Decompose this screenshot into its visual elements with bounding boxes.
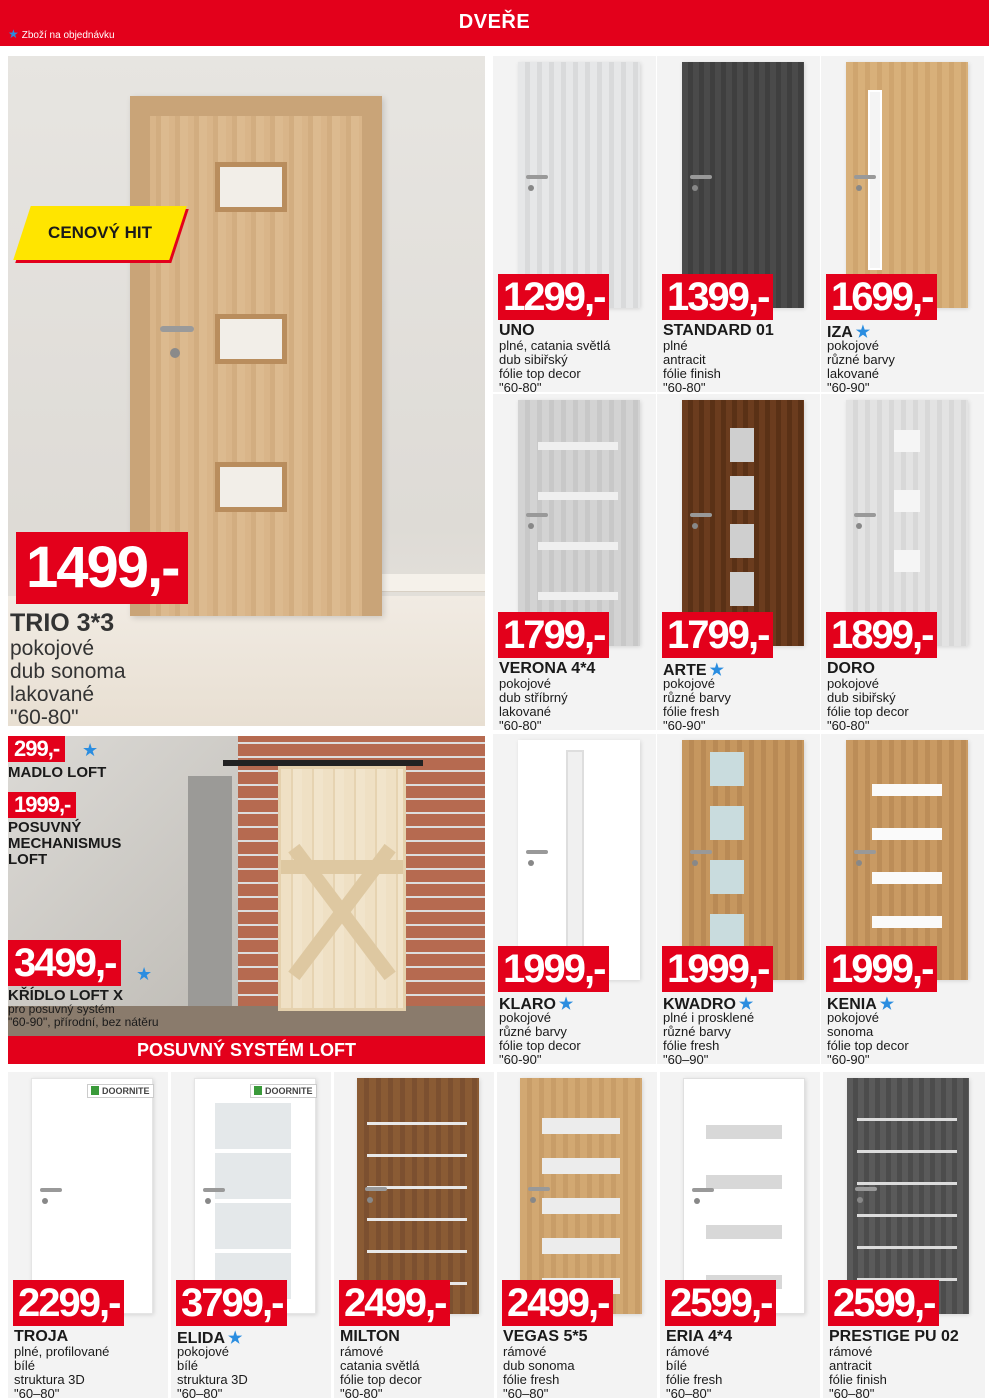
door-glass-pane: [706, 1175, 782, 1189]
order-note: [8, 27, 115, 41]
door-handle-icon: [690, 175, 712, 179]
price-tag: 2499,-: [339, 1280, 450, 1326]
product-card-vegas-5-5[interactable]: [497, 1072, 657, 1398]
lock-icon: [528, 185, 534, 191]
door-image: [682, 62, 804, 308]
product-desc-line: "60–80": [177, 1386, 223, 1398]
loft-handle-label: MADLO LOFT: [8, 764, 107, 781]
product-desc-line: sonoma: [827, 1024, 874, 1039]
product-description: [499, 339, 610, 392]
door-glass-pane: [706, 1125, 782, 1139]
product-name-text: KLARO: [499, 996, 556, 1013]
door-image: [518, 62, 640, 308]
product-name-text: ERIA 4*4: [666, 1328, 733, 1345]
product-desc-line: různé barvy: [663, 1024, 731, 1039]
loft-desc-line: pro posuvný systém: [8, 1002, 115, 1016]
price-tag: 2599,-: [828, 1280, 939, 1326]
product-desc-line: "60–80": [829, 1386, 875, 1398]
price-tag: 1799,-: [662, 612, 773, 658]
price-tag: 1899,-: [826, 612, 937, 658]
product-card-iza[interactable]: [821, 56, 984, 392]
door-image: [520, 1078, 642, 1314]
door-image: [683, 1078, 805, 1314]
lock-icon: [857, 1197, 863, 1203]
door-handle-icon: [203, 1188, 225, 1192]
hero-product-trio[interactable]: [8, 56, 485, 726]
door-glass-pane: [367, 1218, 467, 1221]
product-desc-line: fólie top decor: [827, 704, 909, 719]
product-description: [499, 677, 568, 730]
door-handle-icon: [40, 1188, 62, 1192]
door-glass-pane: [872, 828, 942, 840]
door-glass-pane: [872, 872, 942, 884]
product-desc-line: plné i prosklené: [663, 1010, 755, 1025]
product-desc-line: různé barvy: [499, 1024, 567, 1039]
product-desc-line: "60-90": [499, 1052, 542, 1064]
door-glass-pane: [857, 1182, 957, 1185]
product-card-eria-4-4[interactable]: [660, 1072, 820, 1398]
door-glass-pane: [542, 1158, 620, 1174]
door-image: [682, 740, 804, 980]
product-desc-line: "60-90": [827, 380, 870, 392]
product-description: [663, 677, 731, 730]
product-desc-line: pokojové: [663, 676, 716, 691]
product-desc-line: antracit: [663, 352, 706, 367]
product-desc-line: fólie finish: [663, 366, 721, 381]
hero-product-name: TRIO 3*3: [10, 609, 115, 637]
door-image: [357, 1078, 479, 1314]
door-glass-pane: [730, 572, 754, 606]
product-desc-line: dub sibiřský: [499, 352, 568, 367]
door-window: [215, 162, 287, 212]
star-icon: ★: [228, 1330, 243, 1347]
hero-product-description: [10, 637, 126, 726]
lock-icon: [692, 860, 698, 866]
door-handle-icon: [528, 1187, 550, 1191]
product-card-prestige-pu-02[interactable]: [823, 1072, 985, 1398]
product-desc-line: antracit: [829, 1358, 872, 1373]
door-glass-pane: [894, 430, 920, 452]
door-handle-icon: [526, 850, 548, 854]
product-desc-line: catania světlá: [340, 1358, 420, 1373]
loft-door-description: [8, 1003, 159, 1029]
product-card-milton[interactable]: [334, 1072, 494, 1398]
price-tag: 1399,-: [662, 274, 773, 320]
product-card-klaro[interactable]: [493, 734, 656, 1064]
page-title: DVEŘE: [458, 11, 531, 33]
loft-sliding-system[interactable]: [8, 736, 485, 1064]
product-name-text: PRESTIGE PU 02: [829, 1328, 959, 1345]
door-glass-pane: [730, 428, 754, 462]
product-description: [177, 1345, 248, 1398]
product-desc-line: dub stříbrný: [499, 690, 568, 705]
product-desc-line: pokojové: [827, 1010, 880, 1025]
door-image: [846, 740, 968, 980]
lock-icon: [42, 1198, 48, 1204]
loft-door-price: 3499,-: [8, 940, 121, 986]
product-name-text: UNO: [499, 322, 535, 339]
product-card-kenia[interactable]: [821, 734, 984, 1064]
door-glass-pane: [538, 442, 618, 450]
hero-desc-line: pokojové: [10, 637, 95, 660]
product-description: [829, 1345, 887, 1398]
product-desc-line: fólie fresh: [663, 1038, 720, 1053]
hero-desc-line: lakované: [10, 683, 95, 706]
product-desc-line: pokojové: [499, 676, 552, 691]
doornite-mark-icon: [254, 1086, 262, 1095]
pillar-image: [188, 776, 232, 1006]
door-image: [518, 400, 640, 646]
product-card-troja[interactable]: [8, 1072, 168, 1398]
door-image: [847, 1078, 969, 1314]
product-card-elida[interactable]: [171, 1072, 331, 1398]
door-handle-icon: [526, 513, 548, 517]
door-glass-pane: [894, 550, 920, 572]
product-desc-line: plné, catania světlá: [499, 338, 611, 353]
product-card-arte[interactable]: [657, 394, 820, 730]
door-glass-pane: [857, 1246, 957, 1249]
door-glass-pane: [730, 476, 754, 510]
door-glass-pane: [542, 1238, 620, 1254]
price-tag: 1999,-: [498, 946, 609, 992]
product-desc-line: struktura 3D: [177, 1372, 248, 1387]
door-glass-pane: [857, 1118, 957, 1121]
door-handle-icon: [526, 175, 548, 179]
product-desc-line: pokojové: [827, 338, 880, 353]
product-desc-line: rámové: [503, 1344, 547, 1359]
product-name-text: KWADRO: [663, 996, 736, 1013]
product-description: [663, 1011, 754, 1064]
star-icon: ★: [738, 996, 754, 1013]
door-glass-pane: [872, 916, 942, 928]
product-desc-line: fólie finish: [829, 1372, 887, 1387]
product-desc-line: fólie top decor: [499, 366, 581, 381]
door-glass-pane: [872, 784, 942, 796]
door-glass-pane: [542, 1118, 620, 1134]
hero-desc-line: dub sonoma: [10, 660, 126, 683]
loft-mechanism-label: POSUVNÝ MECHANISMUS LOFT: [8, 819, 122, 868]
product-desc-line: fólie top decor: [340, 1372, 422, 1387]
loft-door-name: KŘÍDLO LOFT X: [8, 987, 123, 1004]
door-window: [215, 314, 287, 364]
product-desc-line: "60-80": [340, 1386, 383, 1398]
product-desc-line: plné, profilované: [14, 1344, 110, 1359]
product-desc-line: lakované: [827, 366, 880, 381]
door-handle-icon: [854, 175, 876, 179]
star-icon: ★: [82, 740, 99, 760]
star-icon: ★: [558, 996, 574, 1013]
page-header: [0, 0, 989, 46]
door-handle-icon: [854, 513, 876, 517]
product-description: [14, 1345, 109, 1398]
lock-icon: [530, 1197, 536, 1203]
product-desc-line: pokojové: [827, 676, 880, 691]
product-name-text: ELIDA: [177, 1330, 225, 1347]
door-image: [846, 400, 968, 646]
door-glass-pane: [367, 1250, 467, 1253]
baseboard-image: [378, 574, 485, 592]
door-handle-icon: [690, 513, 712, 517]
door-glass-pane: [538, 592, 618, 600]
product-name-text: MILTON: [340, 1328, 400, 1345]
price-tag: 3799,-: [176, 1280, 287, 1326]
product-name-text: TROJA: [14, 1328, 69, 1345]
lock-icon: [856, 860, 862, 866]
product-desc-line: fólie top decor: [499, 1038, 581, 1053]
door-glass-pane: [730, 524, 754, 558]
price-tag: 1299,-: [498, 274, 609, 320]
lock-icon: [528, 523, 534, 529]
lock-icon: [856, 185, 862, 191]
product-desc-line: fólie fresh: [503, 1372, 560, 1387]
door-glass-pane: [710, 860, 744, 894]
loft-banner: POSUVNÝ SYSTÉM LOFT: [8, 1036, 485, 1064]
product-description: [340, 1345, 422, 1398]
product-desc-line: struktura 3D: [14, 1372, 85, 1387]
product-desc-line: "60-80": [499, 718, 542, 730]
product-desc-line: "60-80": [827, 718, 870, 730]
price-tag: 1999,-: [662, 946, 773, 992]
product-desc-line: různé barvy: [827, 352, 895, 367]
product-description: [503, 1345, 575, 1398]
price-hit-badge-label: CENOVÝ HIT: [48, 223, 152, 242]
doornite-logo-icon: DOORNITE: [250, 1084, 317, 1098]
door-image: [682, 400, 804, 646]
door-handle-icon: [690, 850, 712, 854]
door-glass-pane: [710, 752, 744, 786]
door-glass-pane: [894, 490, 920, 512]
door-image: [31, 1078, 153, 1314]
loft-mechanism-price: 1999,-: [8, 792, 76, 818]
product-name-text: IZA: [827, 324, 853, 341]
door-handle-icon: [692, 1188, 714, 1192]
product-desc-line: rámové: [829, 1344, 873, 1359]
product-desc-line: "60-80": [663, 380, 706, 392]
door-glass-pane: [868, 90, 882, 270]
product-desc-line: "60–80": [14, 1386, 60, 1398]
barn-door-image: [278, 766, 406, 1011]
door-glass-pane: [706, 1225, 782, 1239]
lock-icon: [694, 1198, 700, 1204]
star-icon: ★: [8, 27, 19, 41]
price-tag: 2499,-: [502, 1280, 613, 1326]
product-description: [827, 339, 895, 392]
door-glass-pane: [857, 1150, 957, 1153]
lock-icon: [367, 1197, 373, 1203]
lock-icon: [528, 860, 534, 866]
product-desc-line: fólie fresh: [663, 704, 720, 719]
product-card-standard-01[interactable]: [657, 56, 820, 392]
price-tag: 1799,-: [498, 612, 609, 658]
product-name-text: KENIA: [827, 996, 877, 1013]
product-description: [827, 677, 909, 730]
product-desc-line: "60-80": [499, 380, 542, 392]
door-handle-icon: [855, 1187, 877, 1191]
product-name-text: VEGAS 5*5: [503, 1328, 588, 1345]
product-description: [827, 1011, 909, 1064]
door-handle-icon: [365, 1187, 387, 1191]
door-glass-pane: [857, 1214, 957, 1217]
loft-desc-line: "60-90", přírodní, bez nátěru: [8, 1015, 159, 1029]
product-desc-line: bílé: [177, 1358, 198, 1373]
door-glass-pane: [538, 542, 618, 550]
order-note-text: Zboží na objednávku: [21, 30, 115, 41]
star-icon: ★: [709, 662, 724, 679]
price-tag: 1699,-: [826, 274, 937, 320]
product-desc-line: fólie top decor: [827, 1038, 909, 1053]
product-desc-line: "60-90": [827, 1052, 870, 1064]
price-tag: 2299,-: [13, 1280, 124, 1326]
door-glass-pane: [542, 1198, 620, 1214]
product-desc-line: pokojové: [177, 1344, 230, 1359]
product-desc-line: "60–90": [663, 1052, 709, 1064]
hero-desc-line: "60-80": [10, 706, 79, 726]
product-desc-line: plné: [663, 338, 688, 353]
door-glass-pane: [566, 750, 584, 970]
product-desc-line: rámové: [666, 1344, 710, 1359]
product-description: [666, 1345, 722, 1398]
product-desc-line: různé barvy: [663, 690, 731, 705]
lock-icon: [692, 185, 698, 191]
door-image: [194, 1078, 316, 1314]
product-desc-line: dub sibiřský: [827, 690, 896, 705]
lock-icon: [856, 523, 862, 529]
price-tag: 2599,-: [665, 1280, 776, 1326]
door-image: [518, 740, 640, 980]
hero-price-tag: 1499,-: [16, 532, 188, 604]
star-icon: ★: [855, 324, 871, 341]
door-glass-pane: [538, 492, 618, 500]
door-glass-pane: [367, 1154, 467, 1157]
doornite-mark-icon: [91, 1086, 99, 1095]
product-name-text: ARTE: [663, 662, 707, 679]
door-image: [846, 62, 968, 308]
product-desc-line: bílé: [14, 1358, 35, 1373]
lock-icon: [170, 348, 180, 358]
product-desc-line: "60–80": [666, 1386, 712, 1398]
product-description: [663, 339, 721, 392]
product-name-text: STANDARD 01: [663, 322, 774, 339]
product-desc-line: lakované: [499, 704, 552, 719]
product-desc-line: pokojové: [499, 1010, 552, 1025]
product-desc-line: bílé: [666, 1358, 687, 1373]
product-desc-line: rámové: [340, 1344, 384, 1359]
lock-icon: [205, 1198, 211, 1204]
door-glass-pane: [710, 914, 744, 948]
product-card-doro[interactable]: [821, 394, 984, 730]
star-icon: ★: [136, 964, 153, 984]
door-glass-pane: [710, 806, 744, 840]
product-desc-line: "60-90": [663, 718, 706, 730]
product-card-uno[interactable]: [493, 56, 656, 392]
product-card-kwadro[interactable]: [657, 734, 820, 1064]
loft-handle-price: 299,-: [8, 736, 65, 762]
door-handle-icon: [854, 850, 876, 854]
product-card-verona-4-4[interactable]: [493, 394, 656, 730]
product-desc-line: fólie fresh: [666, 1372, 723, 1387]
lock-icon: [692, 523, 698, 529]
door-window: [215, 462, 287, 512]
product-name-text: DORO: [827, 660, 875, 677]
star-icon: ★: [879, 996, 895, 1013]
door-glass-pane: [367, 1122, 467, 1125]
price-tag: 1999,-: [826, 946, 937, 992]
product-description: [499, 1011, 581, 1064]
price-hit-badge: [13, 206, 187, 260]
product-desc-line: dub sonoma: [503, 1358, 575, 1373]
door-handle-icon: [160, 326, 194, 332]
product-desc-line: "60–80": [503, 1386, 549, 1398]
product-name-text: VERONA 4*4: [499, 660, 596, 677]
doornite-logo-icon: DOORNITE: [87, 1084, 154, 1098]
door-glass-pane: [215, 1099, 291, 1299]
